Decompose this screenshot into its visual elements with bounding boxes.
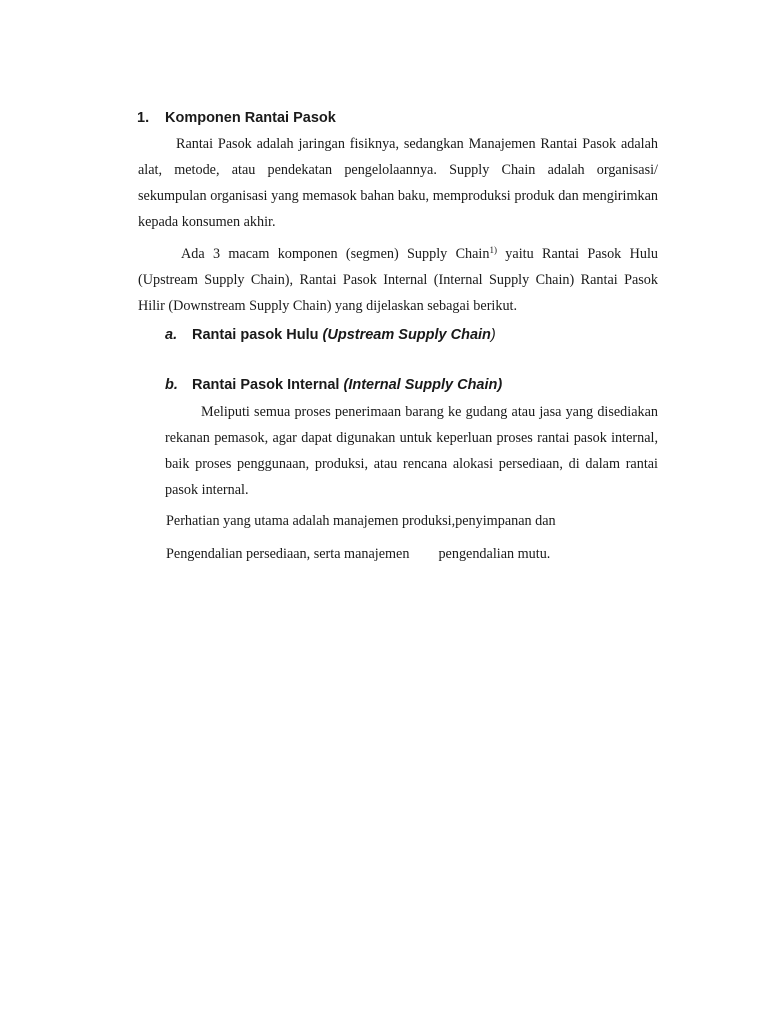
subsection-title-upstream-italic: (Upstream Supply Chain — [322, 327, 491, 343]
note-line-control-part2: pengendalian mutu. — [438, 546, 551, 562]
section-heading — [137, 110, 336, 126]
section-title: Komponen Rantai Pasok — [165, 110, 336, 126]
section-number: 1. — [137, 110, 150, 126]
paragraph-definition: Rantai Pasok adalah jaringan fisiknya, sedangkan Manajemen Rantai Pasok adalah alat, metode, atau pendekatan pengelolaannya. Supply Chain adalah organisasi/ sekumpulan organisasi yang memasok bahan baku, memproduksi produk dan mengirimkan kepada konsumen akhir. — [138, 136, 658, 230]
subsection-heading-internal — [165, 377, 502, 393]
subsection-title-internal-italic: (Internal Supply Chain) — [343, 377, 503, 393]
footnote-mark: 1) — [489, 245, 497, 255]
paragraph-components-text-start: Ada 3 macam komponen (segmen) Supply Chain — [181, 246, 490, 262]
note-line-control — [166, 546, 550, 563]
subsection-title-internal: Rantai Pasok Internal — [192, 377, 344, 393]
subsection-heading-upstream — [165, 327, 496, 343]
subsection-title-upstream: Rantai pasok Hulu — [192, 327, 323, 343]
subsection-title-upstream-closing: ) — [490, 327, 496, 343]
subsection-letter-a: a. — [165, 327, 178, 343]
note-line-attention: Perhatian yang utama adalah manajemen produksi,penyimpanan dan — [166, 513, 556, 529]
paragraph-components-text-end: yaitu Rantai Pasok Hulu (Upstream Supply Chain), Rantai Pasok Internal (Internal Supply Chain) Rantai Pasok Hilir (Downstream Supply Chain) yang dijelaskan sebagai berikut. — [138, 246, 658, 314]
paragraph-components — [138, 241, 658, 319]
note-line-control-part1: Pengendalian persediaan, serta manajemen — [166, 546, 410, 562]
paragraph-internal-chain: Meliputi semua proses penerimaan barang ke gudang atau jasa yang disediakan rekanan pemasok, agar dapat digunakan untuk keperluan proses rantai pasok internal, baik proses penggunaan, produksi, atau rencana alokasi persediaan, di dalam rantai pasok internal. — [165, 404, 658, 498]
subsection-letter-b: b. — [165, 377, 178, 393]
